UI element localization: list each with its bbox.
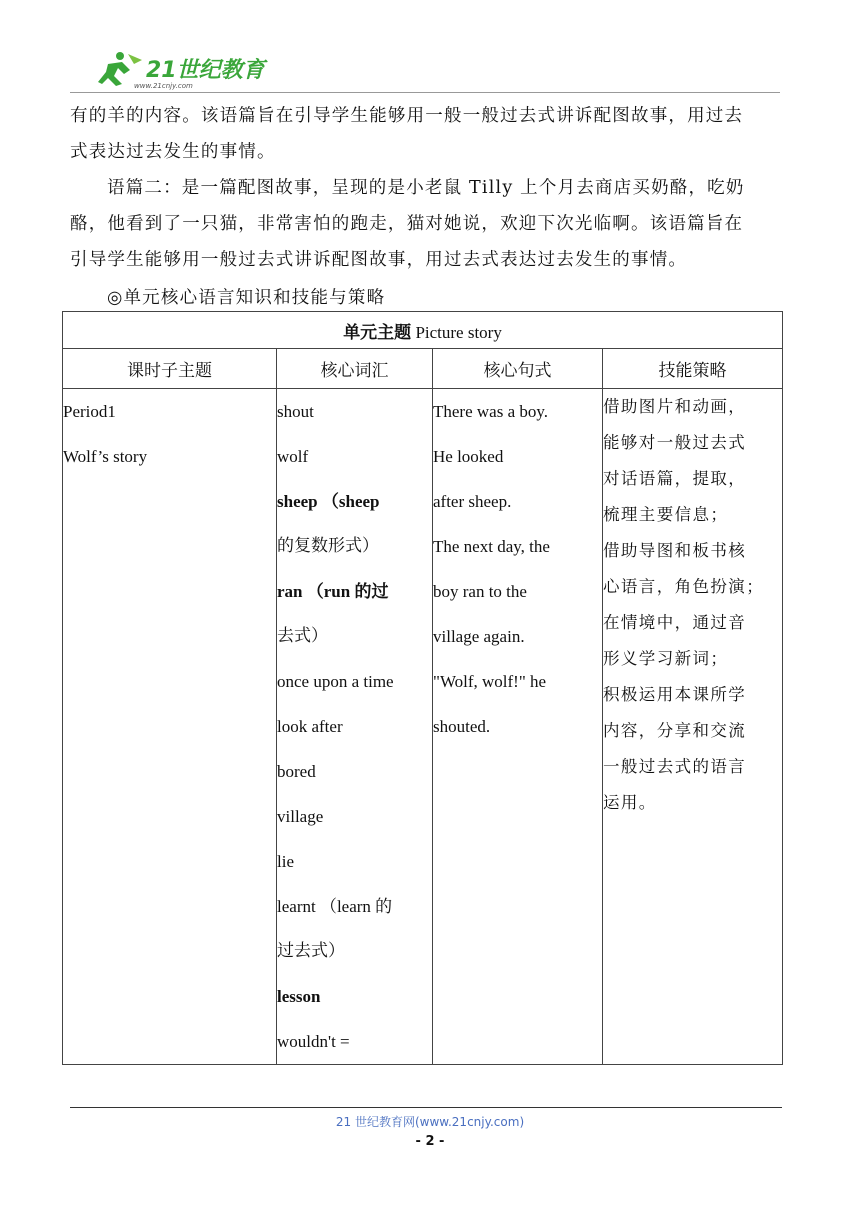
logo-text: 21世纪教育 <box>146 58 265 83</box>
sentence-line: He looked <box>433 447 504 466</box>
skill-line: 借助导图和板书核 <box>603 541 747 560</box>
table-title <box>63 312 783 349</box>
header-rule <box>70 92 780 93</box>
vocab-item <box>277 569 432 614</box>
table-title-rest: Picture story <box>411 322 502 342</box>
period-topic: Wolf’s story <box>63 447 148 466</box>
vocab-cell <box>277 389 433 1065</box>
skill-line: 梳理主要信息； <box>603 505 729 524</box>
vocab-note: （learn 的 <box>315 897 393 916</box>
paragraph-line: 引导学生能够用一般过去式讲诉配图故事，用过去式表达过去发生的事情。 <box>70 250 688 270</box>
column-header: 核心词汇 <box>277 349 433 389</box>
skill-line: 运用。 <box>603 793 657 812</box>
period-label: Period1 <box>63 402 116 421</box>
vocab-item: once upon a time <box>277 672 394 691</box>
skill-line: 借助图片和动画， <box>603 397 747 416</box>
table-title-bold: 单元主题 <box>343 322 412 343</box>
sentence-line: after sheep. <box>433 492 512 511</box>
skill-line: 对话语篇，提取， <box>603 469 747 488</box>
paragraph-line: 有的羊的内容。该语篇旨在引导学生能够用一般一般过去式讲诉配图故事，用过去 <box>70 106 744 126</box>
skill-line: 在情境中，通过音 <box>603 613 747 632</box>
vocab-word: sheep <box>277 492 318 511</box>
paragraph-2 <box>70 170 790 278</box>
table-header-row <box>63 349 783 389</box>
vocab-item: shout <box>277 402 314 421</box>
vocab-note: （run 的过 <box>302 582 389 601</box>
site-logo <box>98 50 298 90</box>
vocab-word: learnt <box>277 897 316 916</box>
vocab-item <box>277 479 432 524</box>
footer-rule <box>70 1107 782 1108</box>
page-header <box>70 48 780 93</box>
runner-icon <box>98 52 142 86</box>
sentence-line: The next day, the <box>433 537 550 556</box>
sentence-line: boy ran to the <box>433 582 527 601</box>
section-heading-text: ◎单元核心语言知识和技能与策略 <box>107 288 386 308</box>
page-number: - 2 - <box>415 1134 445 1149</box>
paragraph-line: 式表达过去发生的事情。 <box>70 142 276 162</box>
core-language-table <box>62 311 783 1065</box>
sentence-line: shouted. <box>433 717 491 736</box>
vocab-item: 过去式） <box>277 941 345 961</box>
vocab-word: ran <box>277 582 303 601</box>
vocab-item <box>277 884 432 929</box>
paragraph-line: 语篇二：是一篇配图故事，呈现的是小老鼠 Tilly 上个月去商店买奶酪，吃奶 <box>107 178 745 198</box>
column-header: 核心句式 <box>433 349 603 389</box>
vocab-item: 的复数形式） <box>277 536 379 556</box>
vocab-item: bored <box>277 762 316 781</box>
column-header: 技能策略 <box>603 349 783 389</box>
vocab-item: lesson <box>277 987 321 1006</box>
vocab-item: village <box>277 807 324 826</box>
logo-url: www.21cnjy.com <box>134 82 193 90</box>
table-row <box>63 389 783 1065</box>
sentence-cell <box>433 389 603 1065</box>
skill-line: 一般过去式的语言 <box>603 757 747 776</box>
paragraph-1 <box>70 98 790 170</box>
vocab-item: wolf <box>277 447 309 466</box>
vocab-item: 去式） <box>277 626 328 646</box>
skill-line: 能够对一般过去式 <box>603 433 747 452</box>
column-header: 课时子主题 <box>63 349 277 389</box>
sentence-line: There was a boy. <box>433 402 549 421</box>
skills-cell <box>603 389 783 1065</box>
vocab-note: （sheep <box>317 492 380 511</box>
sentence-line: village again. <box>433 627 525 646</box>
vocab-item: look after <box>277 717 343 736</box>
paragraph-line: 酪，他看到了一只猫，非常害怕的跑走，猫对她说，欢迎下次光临啊。该语篇旨在 <box>70 214 744 234</box>
skill-line: 积极运用本课所学 <box>603 685 747 704</box>
skill-line: 心语言，角色扮演； <box>603 577 765 596</box>
sentence-line: "Wolf, wolf!" he <box>433 672 547 691</box>
vocab-item: lie <box>277 852 294 871</box>
skill-line: 内容，分享和交流 <box>603 721 747 740</box>
period-cell <box>63 389 277 1065</box>
vocab-item: wouldn't = <box>277 1032 350 1051</box>
skill-line: 形义学习新词； <box>603 649 729 668</box>
footer-site-link[interactable]: 21 世纪教育网(www.21cnjy.com) <box>335 1115 525 1129</box>
